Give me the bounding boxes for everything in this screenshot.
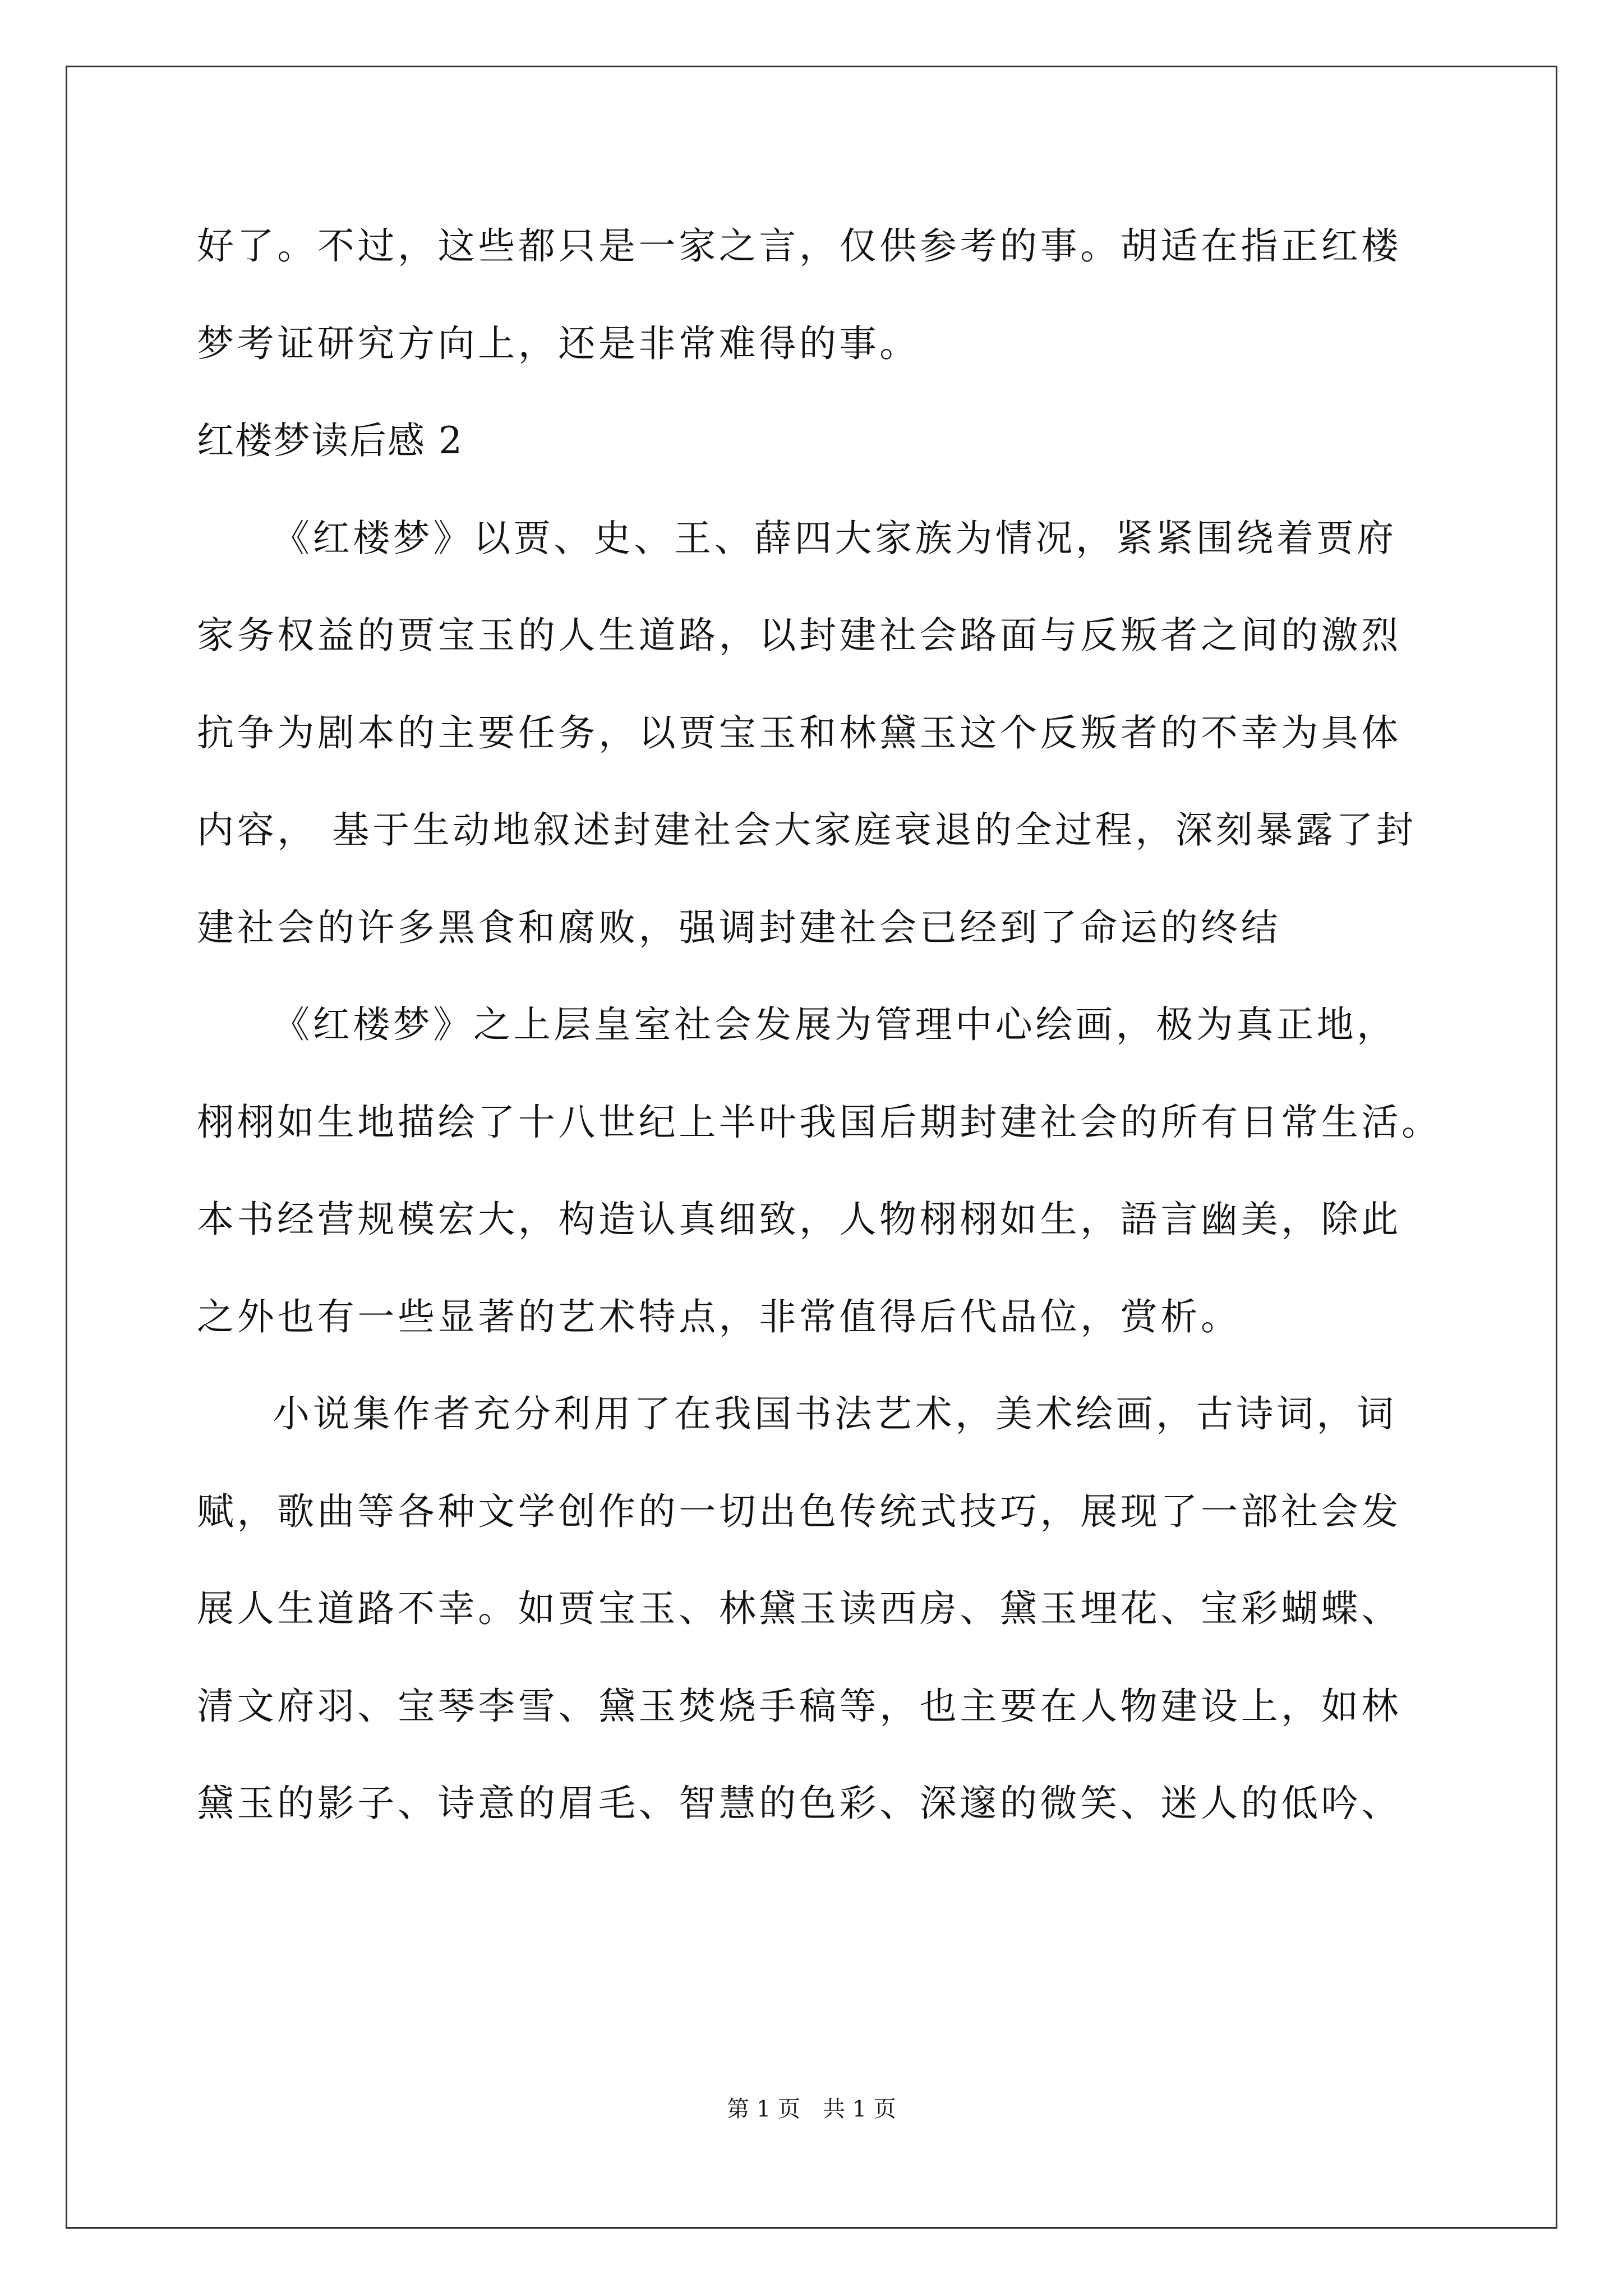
- page-number: 第 1 页: [727, 2096, 800, 2122]
- text-line: 梦考证研究方向上，还是非常难得的事。: [197, 321, 920, 365]
- text-line: 内容， 基于生动地叙述封建社会大家庭衰退的全过程，深刻暴露了封: [197, 808, 1417, 852]
- page-total: 共 1 页: [823, 2096, 896, 2122]
- text-line: 展人生道路不幸。如贾宝玉、林黛玉读西房、黛玉埋花、宝彩蝴蝶、: [197, 1587, 1401, 1630]
- text-line: 黛玉的影子、诗意的眉毛、智慧的色彩、深邃的微笑、迷人的低吟、: [197, 1782, 1401, 1825]
- text-line: 赋，歌曲等各种文学创作的一切出色传统式技巧，展现了一部社会发: [197, 1489, 1401, 1533]
- text-line: 清文府羽、宝琴李雪、黛玉焚烧手稿等，也主要在人物建设上，如林: [197, 1684, 1401, 1728]
- section-heading: 红楼梦读后感 2: [197, 419, 463, 462]
- text-line: 家务权益的贾宝玉的人生道路，以封建社会路面与反叛者之间的激烈: [197, 614, 1401, 657]
- page-footer: [0, 2095, 1623, 2123]
- text-line: 本书经营规模宏大，构造认真细致，人物栩栩如生，語言幽美，除此: [197, 1198, 1401, 1241]
- text-line: 抗争为剧本的主要任务，以贾宝玉和林黛玉这个反叛者的不幸为具体: [197, 711, 1401, 754]
- text-line: 建社会的许多黑食和腐败，强调封建社会已经到了命运的终结: [197, 905, 1281, 949]
- text-line: 之外也有一些显著的艺术特点，非常值得后代品位，赏析。: [197, 1295, 1241, 1338]
- text-line: 《红楼梦》以贾、史、王、薛四大家族为情况，紧紧围绕着贾府: [273, 516, 1397, 560]
- document-body: [197, 215, 1442, 1870]
- text-line: 小说集作者充分利用了在我国书法艺术，美术绘画，古诗词，词: [273, 1392, 1397, 1435]
- text-line: 《红楼梦》之上层皇室社会发展为管理中心绘画，极为真正地，: [273, 1003, 1397, 1046]
- text-line: 栩栩如生地描绘了十八世纪上半叶我国后期封建社会的所有日常生活。: [197, 1100, 1442, 1144]
- text-line: 好了。不过，这些都只是一家之言，仅供参考的事。胡适在指正红楼: [197, 224, 1401, 268]
